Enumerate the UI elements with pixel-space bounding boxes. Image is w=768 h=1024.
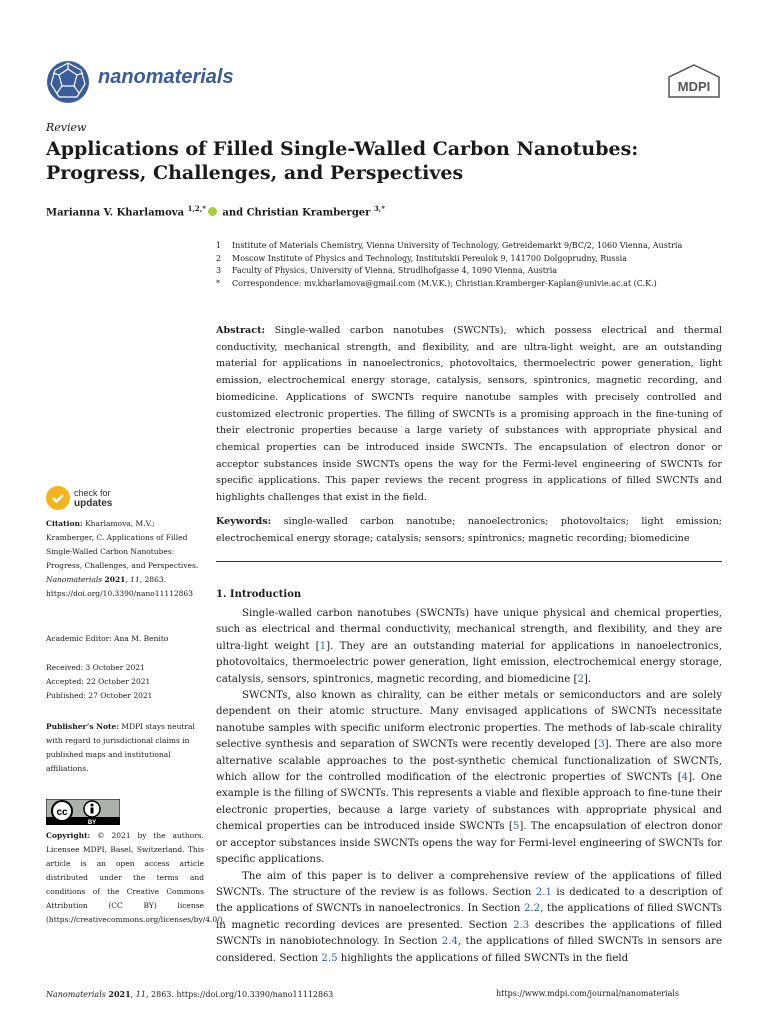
keywords-text: single-walled carbon nanotube; nanoelectronics; photovoltaics; light emission; electrochemical energy storage; catalysis; sensors; spintronics; magnetic recording; biomedicine	[216, 516, 722, 544]
section-link[interactable]: 2.2	[524, 903, 541, 915]
footer-journal-url[interactable]: https://www.mdpi.com/journal/nanomaterials	[496, 989, 679, 998]
check-icon	[46, 486, 70, 510]
orcid-icon[interactable]	[208, 207, 217, 216]
section-link[interactable]: 2.1	[535, 886, 552, 898]
check-for-updates-badge[interactable]	[46, 486, 156, 512]
publisher-text: MDPI	[677, 79, 711, 94]
ref-link[interactable]: 5	[512, 821, 520, 833]
academic-editor: Academic Editor: Ana M. Benito	[46, 634, 169, 643]
body-text	[216, 606, 722, 967]
affiliations	[216, 240, 736, 290]
cc-by-text: BY	[87, 820, 97, 825]
article-title: Applications of Filled Single-Walled Carbon Nanotubes: Progress, Challenges, and Perspectives	[46, 138, 639, 184]
paragraph: The aim of this paper is to deliver a comprehensive review of the applications of filled SWCNTs. The structure of the review is as follows. Section 2.1 is dedicated to a description of the applications of SWCNTs in nanoelectronics. In Section 2.2, the applications of filled SWCNTs in magnetic recording devices are presented. Section 2.3 describes the applications of filled SWCNTs in nanobiotechnology. In Section 2.4, the applications of filled SWCNTs in sensors are considered. Section 2.5 highlights the applications of filled SWCNTs in the field	[216, 870, 723, 964]
abstract	[216, 323, 722, 507]
dates: Received: 3 October 2021 Accepted: 22 October 2021 Published: 27 October 2021	[46, 663, 153, 700]
divider	[216, 561, 722, 562]
affiliation-row: 3 Faculty of Physics, University of Vienna, Strudlhofgasse 4, 1090 Vienna, Austria	[216, 266, 558, 275]
publisher-note: Publisher’s Note: MDPI stays neutral with regard to jurisdictional claims in published maps and institutional affiliations.	[46, 722, 195, 773]
check-text: check for updates	[74, 488, 113, 509]
paragraph: SWCNTs, also known as chirality, can be either metals or semiconductors and are solely dependent on their atomic structure. Many envisaged applications of SWCNTs necessitate nanotube samples with specific uniform electronic properties. The methods of lab-scale chirality selective synthesis and separation of SWCNTs were recently developed [3]. There are also more alternative scalable approaches to the post-synthetic chemical functionalization of SWCNTs, which allow for the controlled modification of the electronic properties of SWCNTs [4]. One example is the filling of SWCNTs. This represents a viable and flexible approach to fine-tune their electronic properties, because a large variety of substances with appropriate physical and chemical properties can be introduced inside SWCNTs [5]. The encapsulation of electron donor or acceptor substances inside SWCNTs opens the way for Fermi-level engineering of SWCNTs for specific applications.	[216, 690, 722, 866]
keywords-label: Keywords:	[216, 516, 272, 527]
authors	[46, 204, 385, 218]
article-type: Review	[46, 121, 87, 134]
cc-by-license-icon[interactable]	[46, 799, 120, 825]
copyright: Copyright: © 2021 by the authors. Licensee MDPI, Basel, Switzerland. This article is an open access article distributed under the terms and conditions of the Creative Commons Attribution (CC BY) license (https://creativecommons.org/licenses/by/4.0/).	[46, 831, 226, 924]
footer-citation: Nanomaterials 2021, 11, 2863. https://doi.org/10.3390/nano11112863	[46, 989, 334, 999]
nanomaterials-logo	[46, 60, 90, 104]
affiliation-row: 1 Institute of Materials Chemistry, Vienna University of Technology, Getreidemarkt 9/BC/2, 1060 Vienna, Austria	[216, 241, 683, 250]
author-and: and	[222, 207, 244, 219]
keywords	[216, 514, 722, 547]
ref-link[interactable]: 1	[319, 640, 327, 652]
section-link[interactable]: 2.5	[321, 952, 338, 964]
paragraph: Single-walled carbon nanotubes (SWCNTs) have unique physical and chemical properties, such as electrical and thermal conductivity, mechanical strength, and flexibility, and they are ultra-light weight [1]. They are an outstanding material for applications in nanoelectronics, photovoltaics, thermoelectric power generation, light emission, electrochemical energy storage, catalysis, sensors, spintronics, magnetic recording, and biomedicine [2].	[216, 608, 722, 685]
journal-name[interactable]: nanomaterials	[98, 66, 234, 88]
section-title: 1. Introduction	[216, 589, 302, 600]
citation: Citation: Kharlamova, M.V.; Kramberger, C. Applications of Filled Single-Walled Carbon Nanotubes: Progress, Challenges, and Perspectives. Nanomaterials 2021, 11, 2863. https://doi.org/10.3390/nano11112863	[46, 519, 199, 598]
author-1[interactable]: Marianna V. Kharlamova	[46, 207, 185, 219]
abstract-text: Single-walled carbon nanotubes (SWCNTs), which possess electrical and thermal conductivity, mechanical strength, and flexibility, and are ultra-light weight, are an outstanding material for applications in nanoelectronics, photovoltaics, thermoelectric power generation, light emission, electrochemical energy storage, catalysis, sensors, spintronics, magnetic recording, and biomedicine. Applications of SWCNTs require nanotube samples with precisely controlled and customized electronic properties. The filling of SWCNTs is a promising approach in the fine-tuning of their electronic properties because a large variety of substances with appropriate physical and chemical properties can be introduced inside SWCNTs. The encapsulation of electron donor or acceptor substances inside SWCNTs opens the way for the Fermi-level engineering of SWCNTs for specific applications. This paper reviews the recent progress in applications of filled SWCNTs and highlights challenges that exist in the field.	[216, 325, 722, 504]
author-2-affil: 3,*	[373, 204, 385, 213]
ref-link[interactable]: 2	[577, 673, 584, 685]
correspondence-row: * Correspondence: mv.kharlamova@gmail.com (M.V.K.); Christian.Kramberger-Kaplan@univie.ac.at (C.K.)	[216, 278, 657, 288]
section-link[interactable]: 2.4	[441, 936, 458, 948]
author-2[interactable]: Christian Kramberger	[246, 207, 371, 219]
abstract-label: Abstract:	[216, 325, 266, 336]
affiliation-row: 2 Moscow Institute of Physics and Technology, Institutskii Pereulok 9, 141700 Dolgoprudny, Russia	[216, 253, 627, 263]
ref-link[interactable]: 3	[598, 739, 605, 751]
author-1-affil: 1,2,*	[187, 204, 206, 213]
section-link[interactable]: 2.3	[513, 919, 530, 931]
mdpi-logo[interactable]	[666, 64, 722, 98]
svg-text:cc: cc	[56, 807, 68, 818]
ref-link[interactable]: 4	[681, 772, 689, 784]
